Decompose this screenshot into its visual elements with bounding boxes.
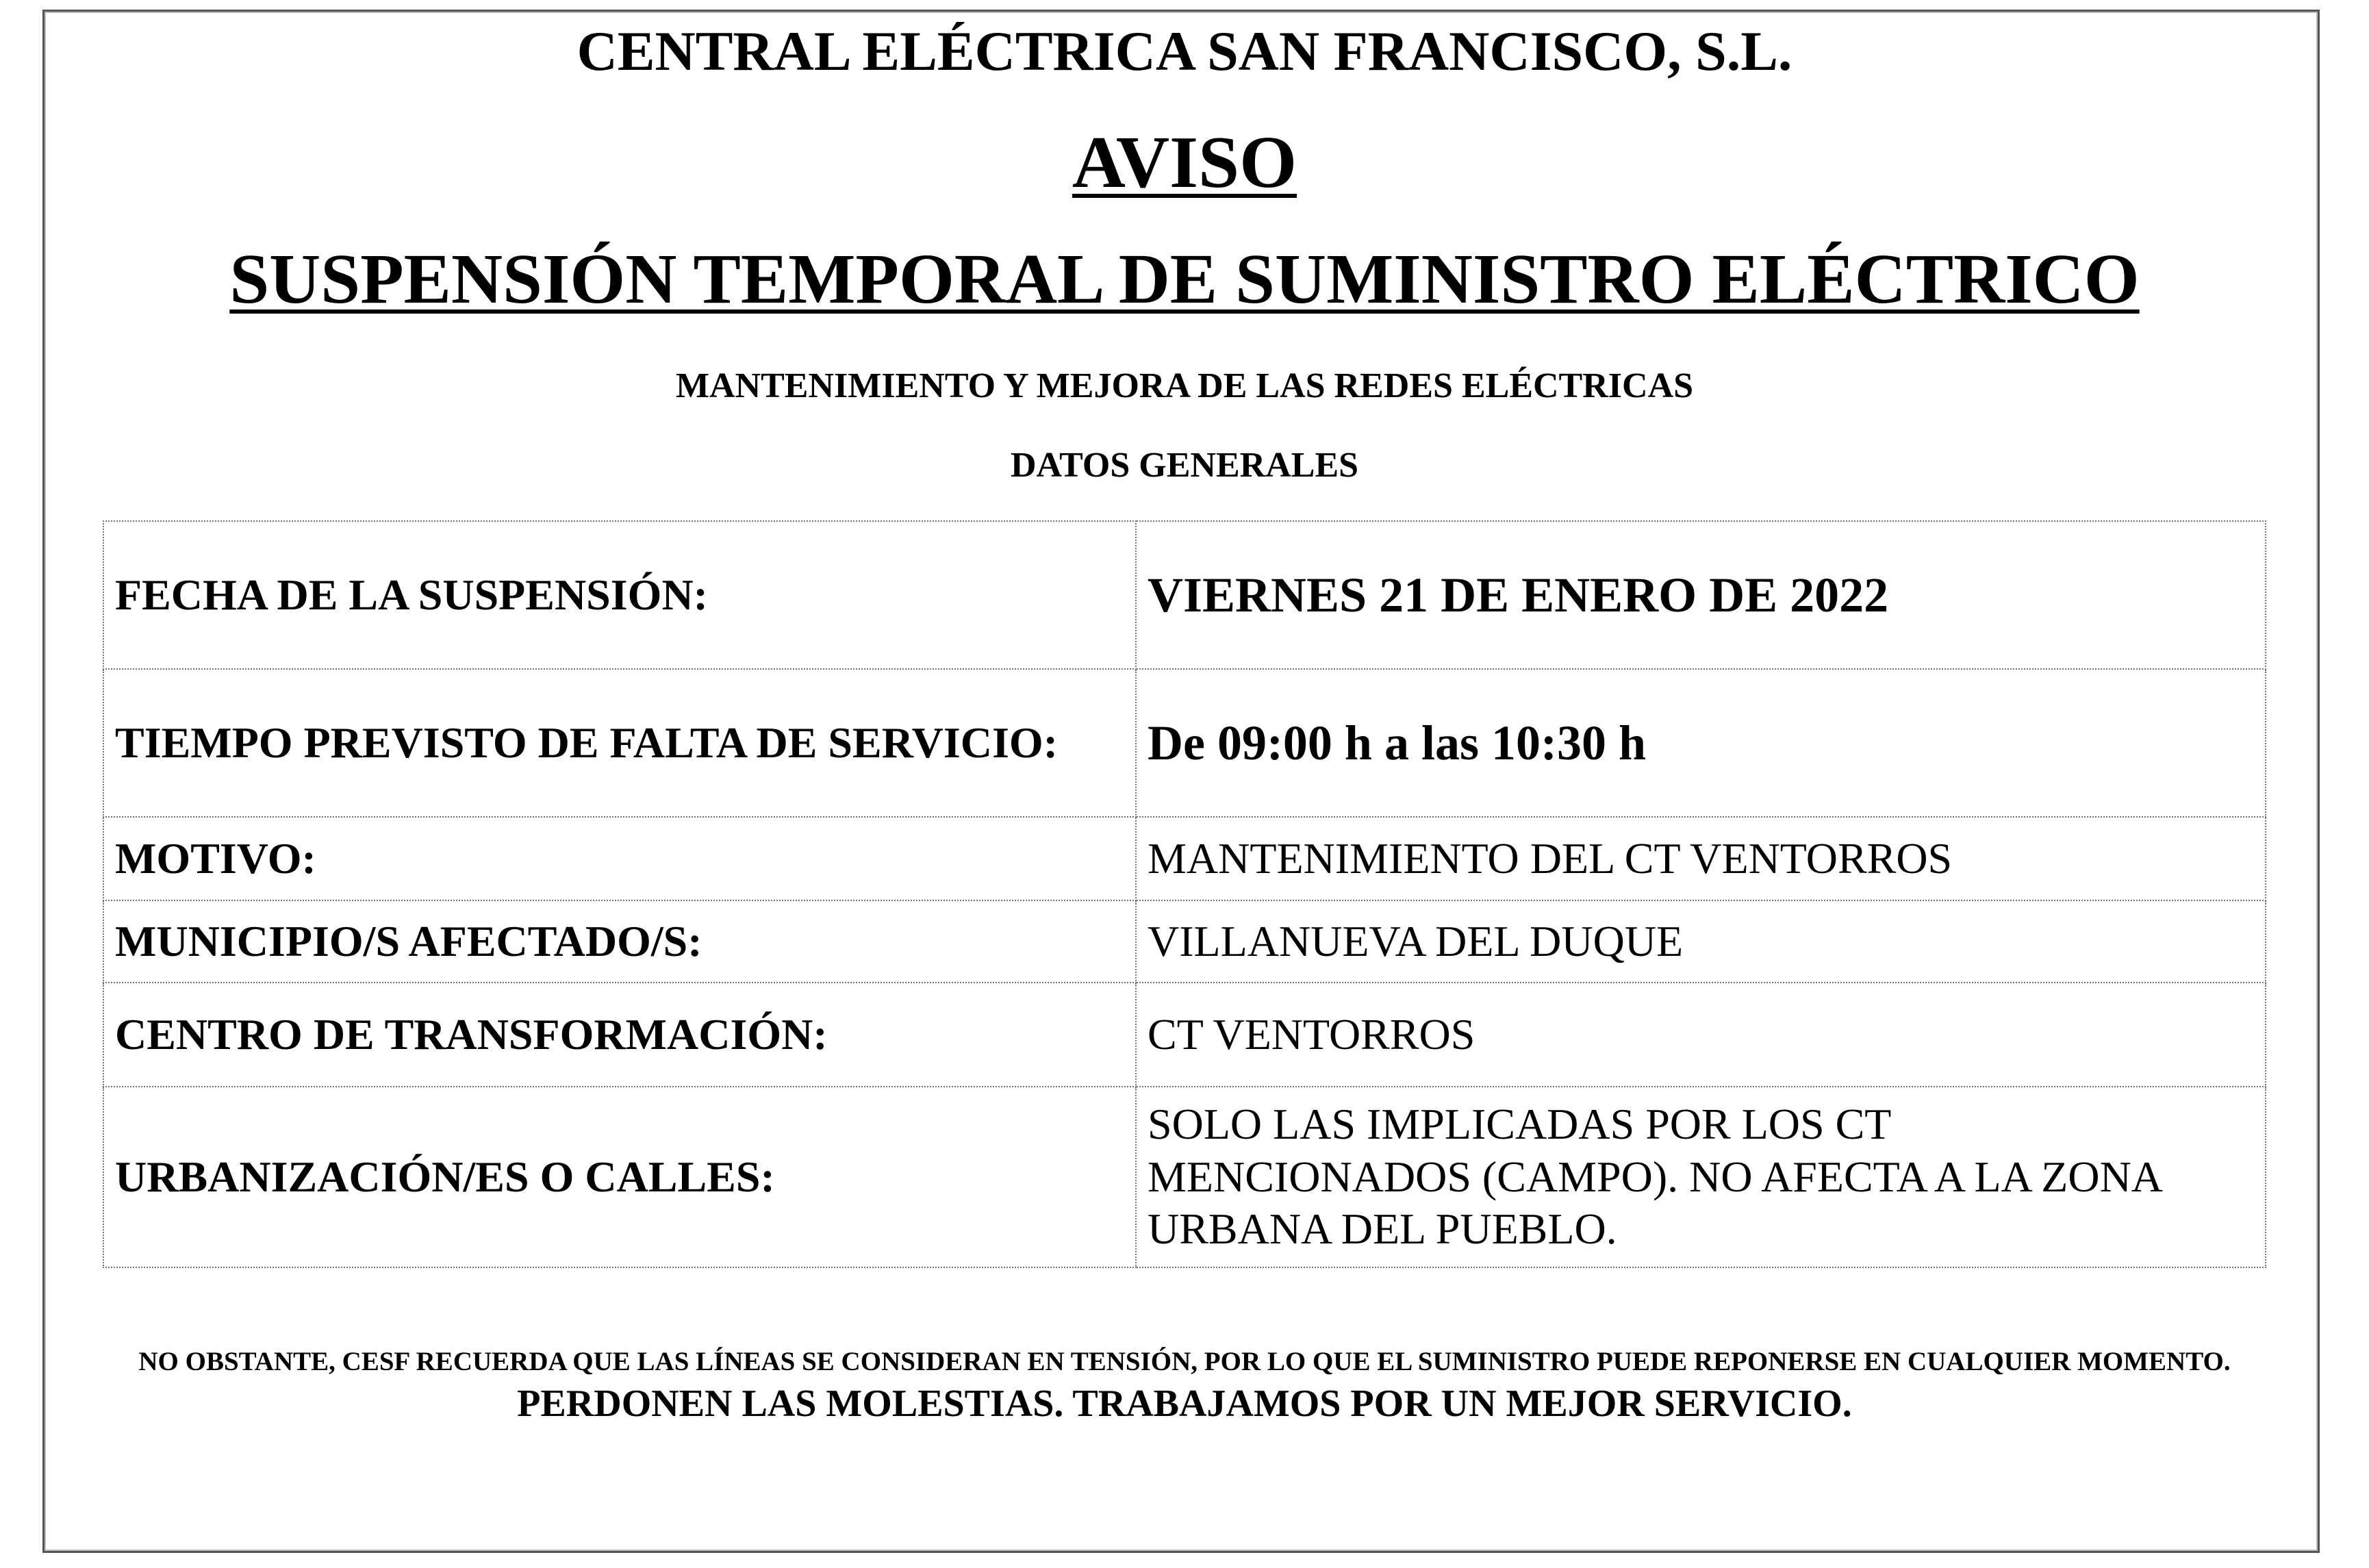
headline [0,238,2369,320]
footer-apology: PERDONEN LAS MOLESTIAS. TRABAJAMOS POR UN MEJOR SERVICIO. [517,1382,1852,1425]
streets-line-1: SOLO LAS IMPLICADAS POR LOS CT [1148,1099,1892,1148]
row-label-streets: URBANIZACIÓN/ES O CALLES: [103,1087,1136,1267]
row-label-date: FECHA DE LA SUSPENSIÓN: [103,521,1136,669]
company-name: CENTRAL ELÉCTRICA SAN FRANCISCO, S.L. [577,20,1792,82]
row-value-transformer: CT VENTORROS [1136,983,2266,1087]
notice-label [0,121,2369,205]
row-value-streets [1136,1087,2266,1267]
notice-label-text: AVISO [1072,122,1297,203]
table-row [103,669,2266,817]
row-value-reason: MANTENIMIENTO DEL CT VENTORROS [1136,817,2266,900]
row-label-transformer: CENTRO DE TRANSFORMACIÓN: [103,983,1136,1087]
subtitle: MANTENIMIENTO Y MEJORA DE LAS REDES ELÉCTRICAS [675,366,1694,405]
details-table [103,520,2266,1268]
table-row [103,1087,2266,1267]
row-label-reason: MOTIVO: [103,817,1136,900]
row-label-municipality: MUNICIPIO/S AFECTADO/S: [103,900,1136,983]
table-row [103,817,2266,900]
streets-line-3: URBANA DEL PUEBLO. [1148,1204,1617,1254]
table-row [103,521,2266,669]
row-value-municipality: VILLANUEVA DEL DUQUE [1136,900,2266,983]
streets-line-2: MENCIONADOS (CAMPO). NO AFECTA A LA ZONA [1148,1152,2163,1201]
headline-text: SUSPENSIÓN TEMPORAL DE SUMINISTRO ELÉCTRICO [229,240,2140,318]
footer-warning: NO OBSTANTE, CESF RECUERDA QUE LAS LÍNEAS SE CONSIDERAN EN TENSIÓN, POR LO QUE EL SUMINISTRO PUEDE REPONERSE EN CUALQUIER MOMENTO. [138,1347,2231,1376]
row-value-time: De 09:00 h a las 10:30 h [1136,669,2266,817]
row-label-time: TIEMPO PREVISTO DE FALTA DE SERVICIO: [103,669,1136,817]
table-row [103,983,2266,1087]
table-row [103,900,2266,983]
section-title: DATOS GENERALES [1010,446,1359,485]
row-value-date: VIERNES 21 DE ENERO DE 2022 [1136,521,2266,669]
